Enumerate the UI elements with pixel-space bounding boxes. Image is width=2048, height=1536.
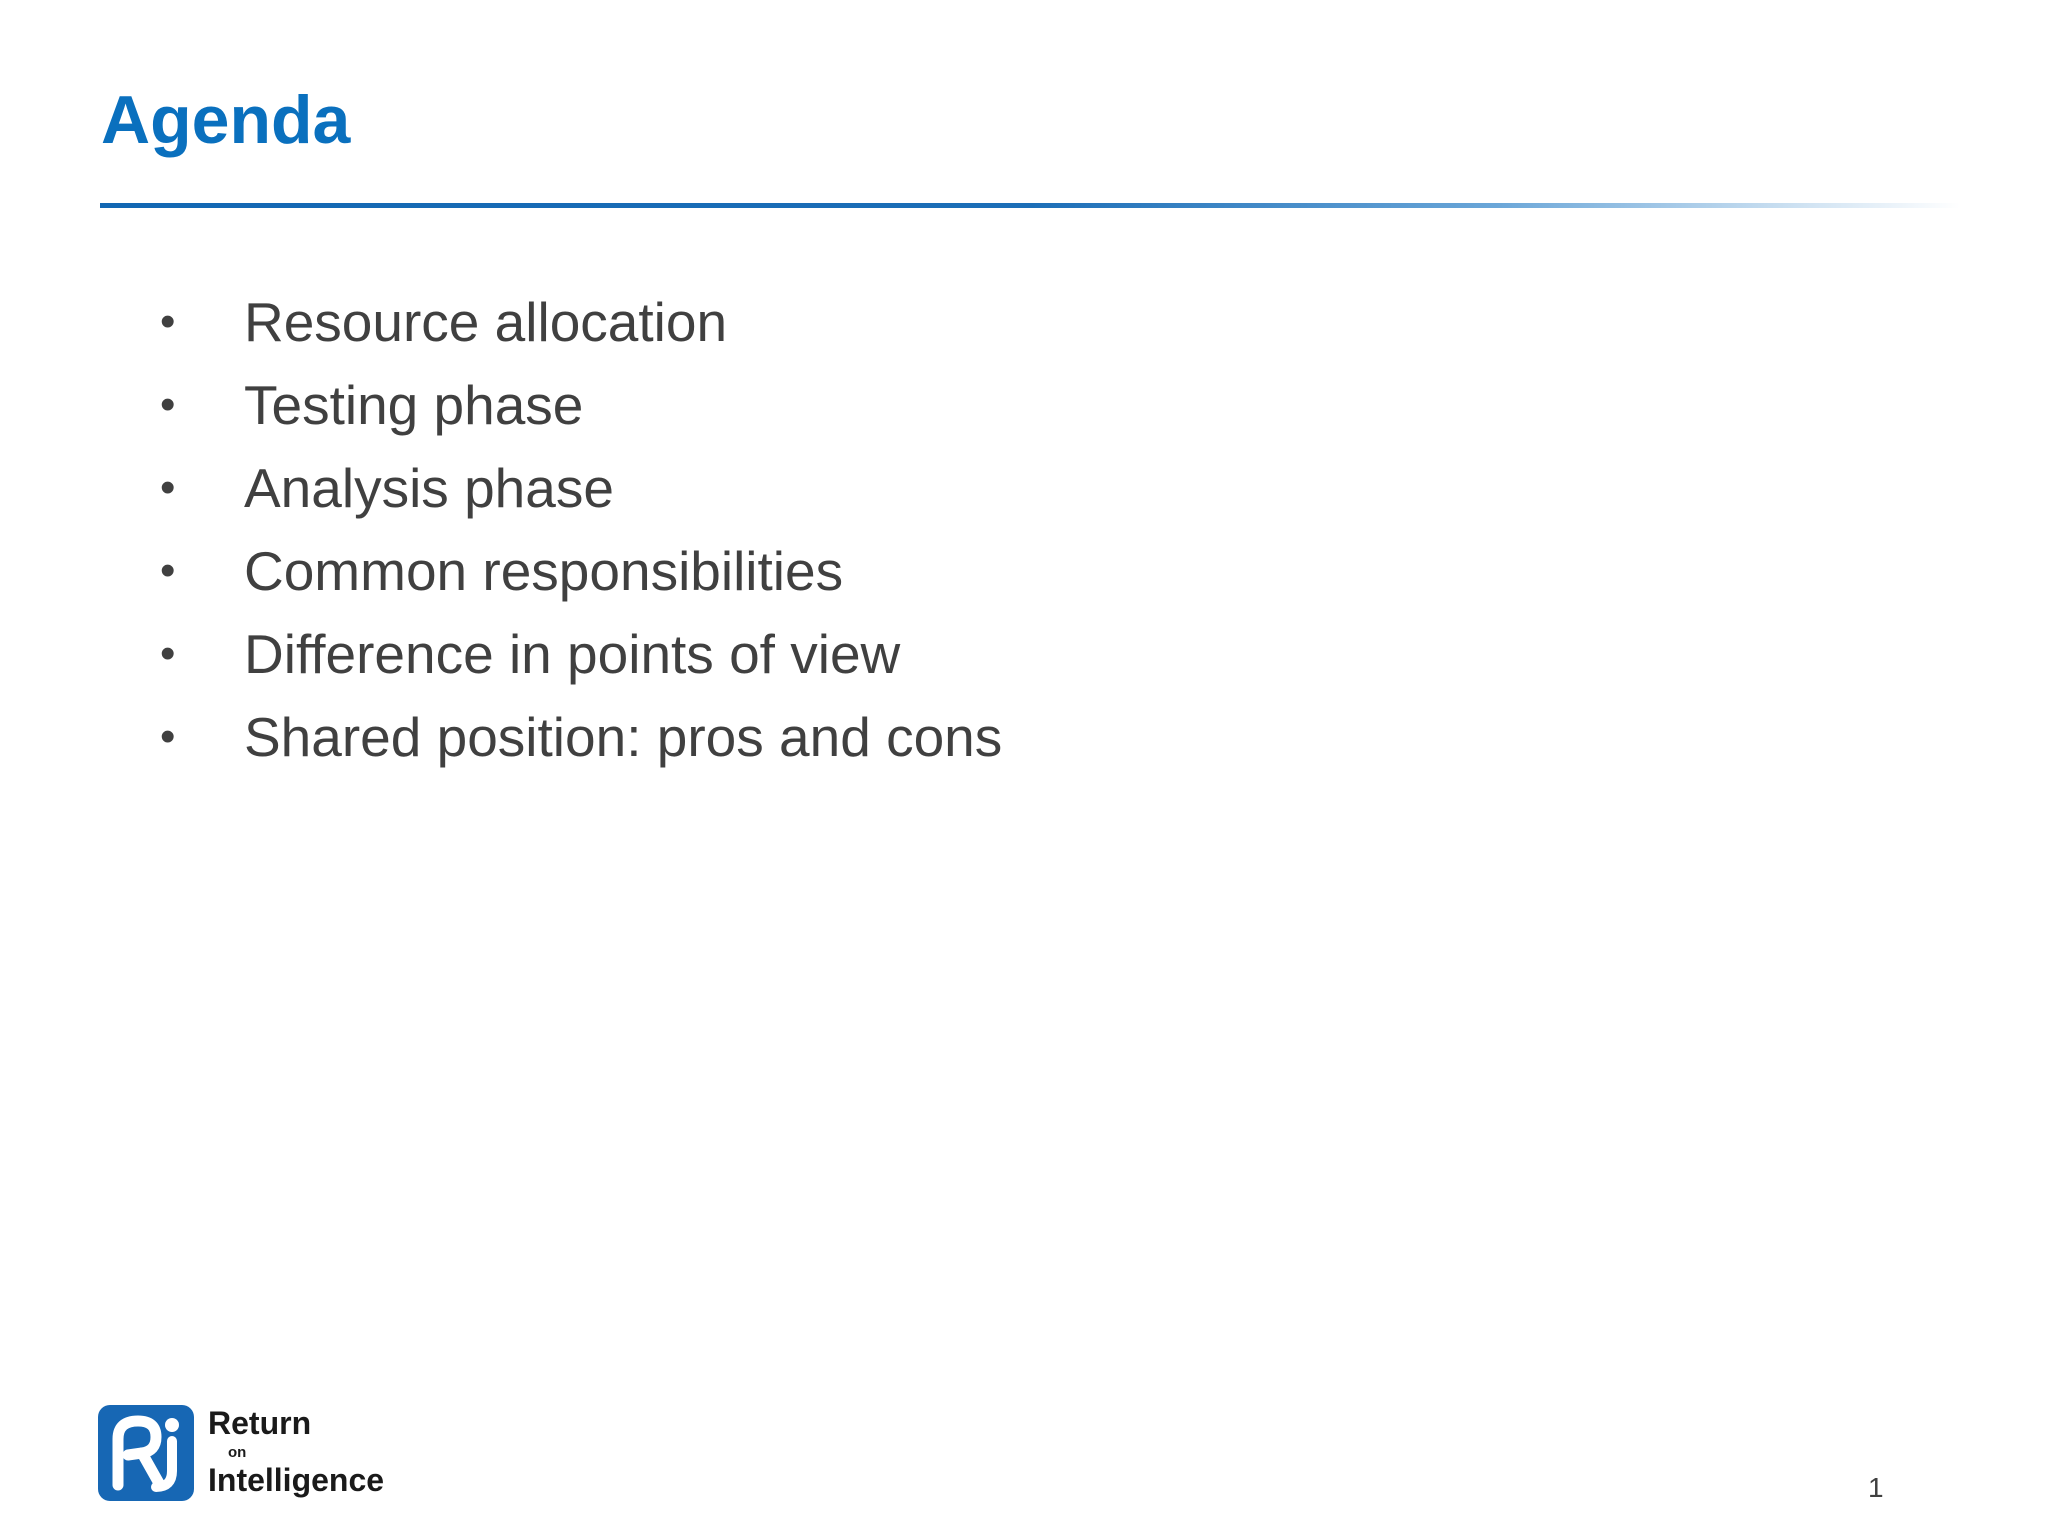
logo-word-return: Return — [208, 1405, 312, 1441]
bullet-icon: • — [160, 628, 176, 678]
agenda-item — [160, 529, 1002, 612]
bullet-icon: • — [160, 379, 176, 429]
title-underline-rule — [100, 203, 1960, 208]
bullet-icon: • — [160, 711, 176, 761]
logo-word-on: on — [228, 1444, 247, 1461]
agenda-item — [160, 695, 1002, 778]
agenda-item-label: Shared position: pros and cons — [244, 705, 1003, 768]
agenda-item — [160, 363, 1002, 446]
page-number: 1 — [1868, 1472, 1884, 1503]
logo-word-intelligence: Intelligence — [208, 1462, 385, 1498]
slide-title: Agenda — [101, 82, 351, 158]
agenda-item — [160, 280, 1002, 363]
agenda-item-label: Testing phase — [244, 373, 584, 436]
agenda-item-label: Analysis phase — [244, 456, 614, 519]
agenda-item-label: Common responsibilities — [244, 539, 844, 602]
ri-logo-icon — [98, 1405, 194, 1501]
company-logo — [98, 1405, 384, 1501]
agenda-item-label: Difference in points of view — [244, 622, 901, 685]
agenda-list — [160, 280, 1002, 778]
agenda-item-label: Resource allocation — [244, 290, 728, 353]
bullet-icon: • — [160, 462, 176, 512]
logo-wordmark — [208, 1407, 384, 1496]
bullet-icon: • — [160, 545, 176, 595]
agenda-item — [160, 612, 1002, 695]
agenda-item — [160, 446, 1002, 529]
bullet-icon: • — [160, 296, 176, 346]
